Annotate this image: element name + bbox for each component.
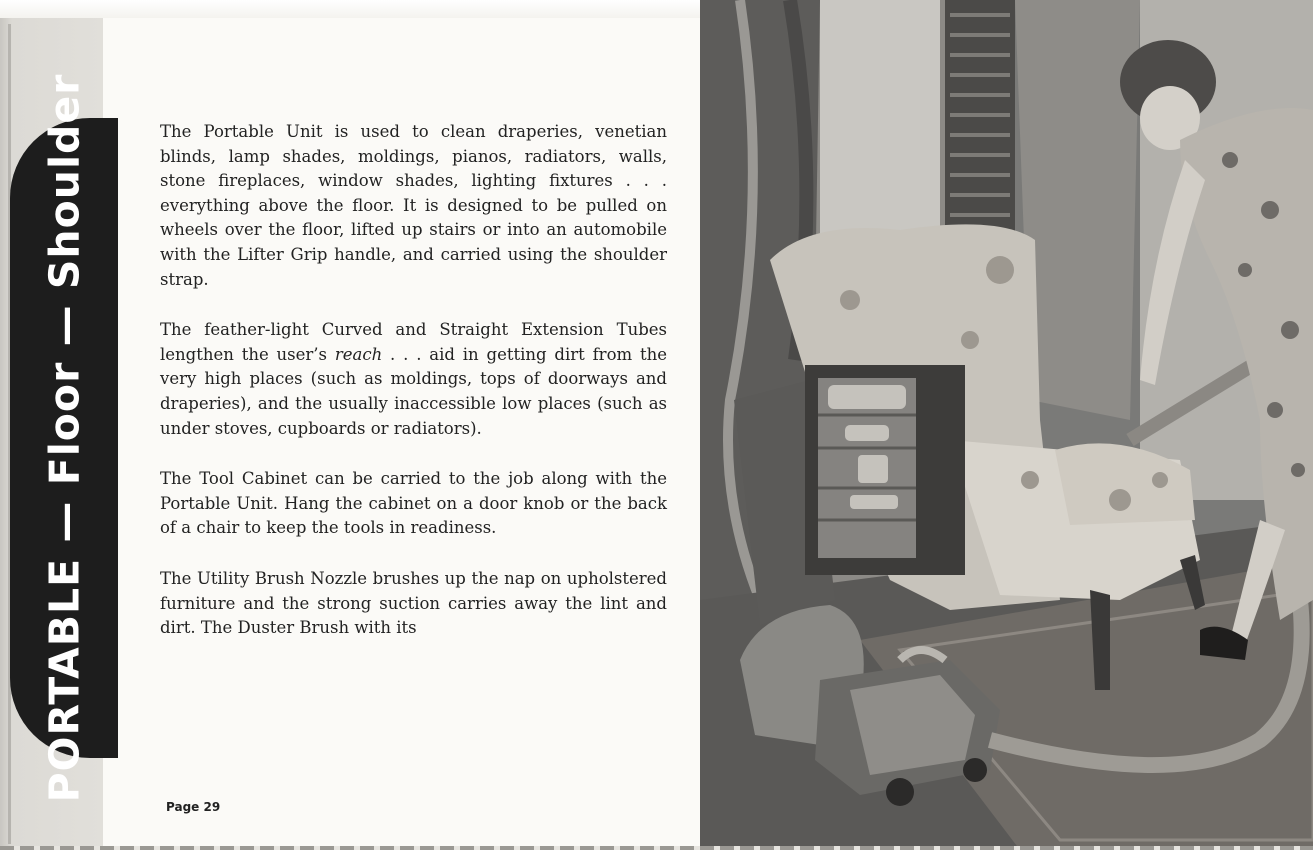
paragraph-text: The Utility Brush Nozzle brushes up the nap on upholstered furniture and the strong suction carries away the lint and dirt. The Duster Brush with its (160, 568, 667, 638)
section-tab-label: PORTABLE — Floor — Shoulder (40, 73, 88, 803)
section-tab (10, 73, 118, 803)
emphasis-reach: reach (334, 344, 383, 364)
photo-illustration (700, 0, 1313, 850)
paragraph-text: The Portable Unit is used to clean draperies, venetian blinds, lamp shades, moldings, pianos, radiators, walls, stone fireplaces, window shades, lighting fixtures . . . everything above the floor. It is designed to be pulled on wheels over the floor, lifted up stairs or into an automobile with the Lifter Grip handle, and carried using the shoulder strap. (160, 122, 667, 289)
paragraph-tool-cabinet (160, 467, 667, 541)
paragraph-extension-tubes (160, 318, 667, 441)
paragraph-utility-brush (160, 567, 667, 641)
text-page (103, 18, 700, 850)
paragraph-portable-unit (160, 120, 667, 292)
page-number: Page 29 (166, 800, 221, 814)
photo-woman-vacuuming-chair (700, 0, 1313, 850)
paragraph-text: The feather-light Curved and Straight Extension Tubes lengthen the user’s (160, 320, 667, 364)
body-text (160, 120, 667, 667)
paragraph-text: The Tool Cabinet can be carried to the job along with the Portable Unit. Hang the cabinet on a door knob or the back of a chair to keep the tools in readiness. (160, 469, 667, 538)
scan-bottom-edge (0, 846, 1313, 850)
paragraph-text: . . . aid in getting dirt from the very high places (such as moldings, tops of doorways and draperies), and the usually inaccessible low places (such as under stoves, cupboards or radiators). (160, 344, 667, 438)
scan-top-edge (0, 0, 700, 18)
